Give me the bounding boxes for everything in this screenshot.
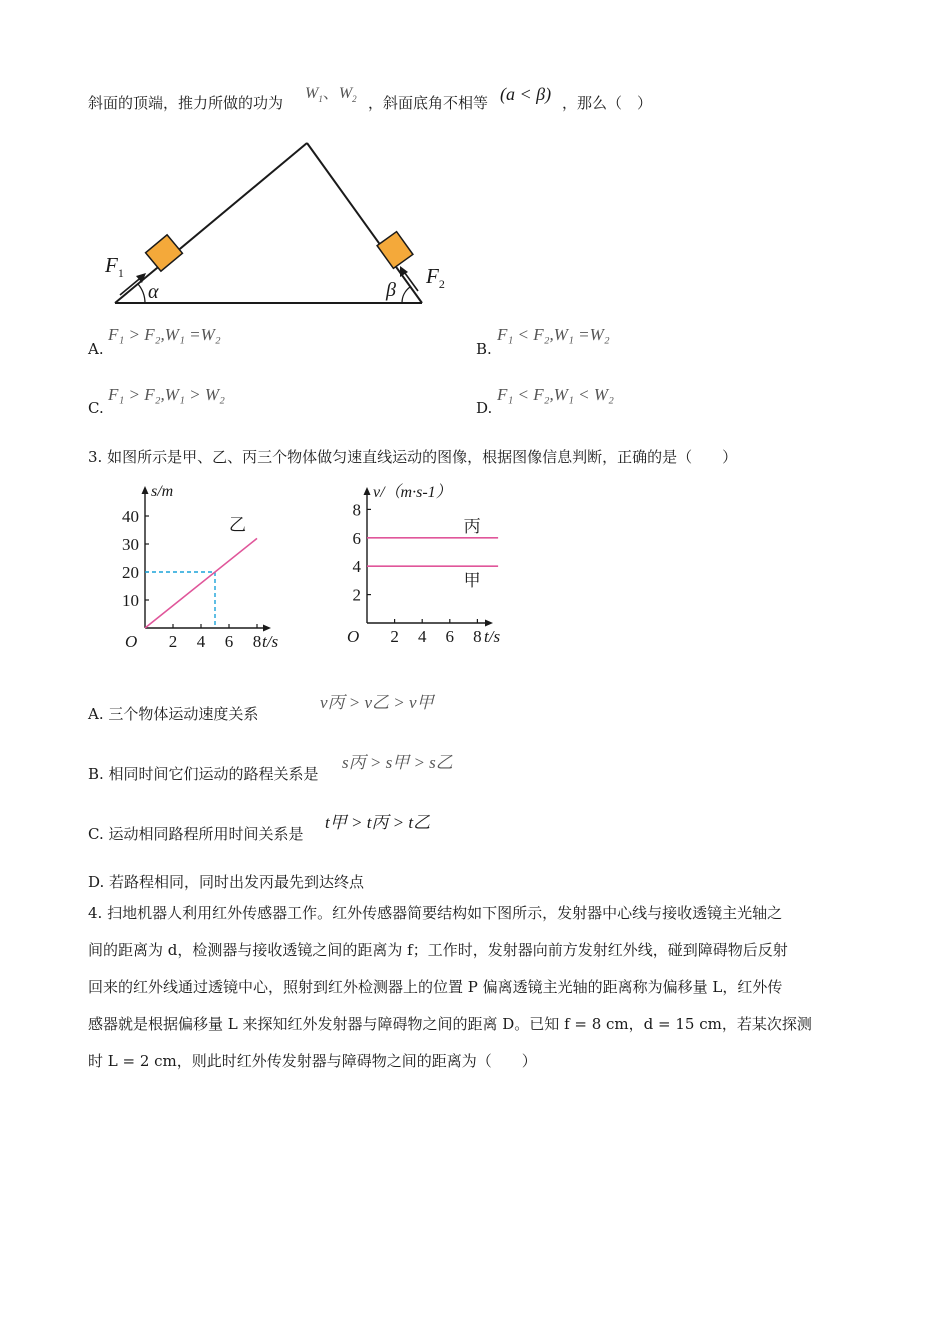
y-tick-label: 10 <box>122 591 139 610</box>
y-axis-arrowhead <box>364 487 371 495</box>
x-tick-label: 2 <box>390 627 399 646</box>
x-axis-arrowhead <box>485 620 493 627</box>
q2-condition: (a < β) <box>500 84 552 104</box>
q4-line: 间的距离为 d，检测器与接收透镜之间的距离为 f；工作时，发射器向前方发射红外线，碰到障碍物后反射 <box>88 941 788 959</box>
q4-paragraph <box>88 895 863 1080</box>
f2-label: $F_2$ <box>426 264 445 291</box>
origin-label: O <box>125 632 138 651</box>
incline-figure <box>100 135 460 315</box>
block-right <box>377 232 413 269</box>
x-tick-label: 4 <box>417 627 427 646</box>
y-tick-label: 4 <box>352 557 361 577</box>
y-tick-label: 2 <box>352 585 361 605</box>
origin-label: O <box>347 627 360 646</box>
q2-stem-prefix: 斜面的顶端，推力所做的功为 <box>88 94 284 112</box>
q2-option-d-formula: F₁ < F₂,W₁ < W₂ <box>497 385 614 404</box>
q3-option-c[interactable]: C. 运动相同路程所用时间关系是 <box>88 825 304 843</box>
f1-label: $F_1$ <box>105 253 124 280</box>
q3-stem: 3. 如图所示是甲、乙、丙三个物体做匀速直线运动的图像，根据图像信息判断，正确的是（ ） <box>88 448 738 466</box>
alpha-label: α <box>148 281 159 303</box>
chart-distance-time <box>105 478 305 653</box>
q3-option-a-formula: v丙 > v乙 > v甲 <box>320 693 434 712</box>
series-yi-label: 乙 <box>229 515 246 535</box>
q2-w-symbols: $W_1$、$W_2$ <box>305 85 357 105</box>
y-tick-label: 6 <box>352 528 361 548</box>
x-axis-label: t/s <box>262 632 279 651</box>
chart-velocity-time <box>335 478 535 653</box>
q3-option-a[interactable]: A. 三个物体运动速度关系 <box>88 705 259 723</box>
incline-left-side <box>115 143 307 303</box>
q2-option-b-formula: F₁ < F₂,W₁ =W₂ <box>497 325 610 344</box>
q2-option-a-formula: F₁ > F₂,W₁ =W₂ <box>108 325 221 344</box>
x-tick-label: 6 <box>224 632 234 651</box>
beta-arc <box>402 287 410 303</box>
series-yi-line <box>145 538 257 628</box>
x-tick-label: 8 <box>252 632 262 651</box>
y-tick-label: 30 <box>122 535 139 554</box>
x-axis-arrowhead <box>263 625 271 632</box>
x-tick-label: 8 <box>473 627 482 646</box>
q2-stem-suffix: ，那么（ ） <box>562 94 653 112</box>
q4-line: 4. 扫地机器人利用红外传感器工作。红外传感器简要结构如下图所示，发射器中心线与接收透镜主光轴之 <box>88 904 783 922</box>
x-axis-label: t/s <box>484 627 501 646</box>
q3-option-c-formula: t甲 > t丙 > t乙 <box>325 813 431 832</box>
q2-option-a[interactable]: A. <box>88 340 104 358</box>
series-label-jia: 甲 <box>463 571 481 591</box>
q2-option-c[interactable]: C. <box>88 399 104 417</box>
beta-label: β <box>386 279 396 301</box>
x-tick-label: 2 <box>168 632 178 651</box>
block-left <box>146 235 183 271</box>
x-tick-label: 4 <box>196 632 206 651</box>
y-axis-label: s/m <box>151 483 174 500</box>
q2-option-b[interactable]: B. <box>476 340 492 358</box>
q3-option-b-formula: s丙 > s甲 > s乙 <box>342 753 453 772</box>
incline-right-side <box>307 143 422 303</box>
q4-line: 回来的红外线通过透镜中心，照射到红外检测器上的位置 P 偏离透镜主光轴的距离称为偏移量 L，红外传 <box>88 978 783 996</box>
y-axis-arrowhead <box>142 486 149 494</box>
q4-line: 感器就是根据偏移量 L 来探知红外发射器与障碍物之间的距离 D。已知 f = 8 cm，d = 15 cm，若某次探测 <box>88 1015 812 1033</box>
y-axis-label: v/（m·s-1） <box>373 484 452 501</box>
alpha-arc <box>138 284 145 303</box>
q2-stem <box>88 92 283 113</box>
y-tick-label: 20 <box>122 563 139 582</box>
q3-option-b[interactable]: B. 相同时间它们运动的路程关系是 <box>88 765 319 783</box>
series-label-bing: 丙 <box>463 516 481 536</box>
y-tick-label: 40 <box>122 507 139 526</box>
q4-line: 时 L = 2 cm，则此时红外传发射器与障碍物之间的距离为（ ） <box>88 1052 537 1070</box>
x-tick-label: 6 <box>445 627 455 646</box>
y-tick-label: 8 <box>352 500 361 520</box>
q3-option-d[interactable]: D. 若路程相同，同时出发丙最先到达终点 <box>88 873 365 891</box>
q2-option-d[interactable]: D. <box>476 399 493 417</box>
q2-stem-mid: ，斜面底角不相等 <box>368 94 489 112</box>
q2-option-c-formula: F₁ > F₂,W₁ > W₂ <box>108 385 225 404</box>
